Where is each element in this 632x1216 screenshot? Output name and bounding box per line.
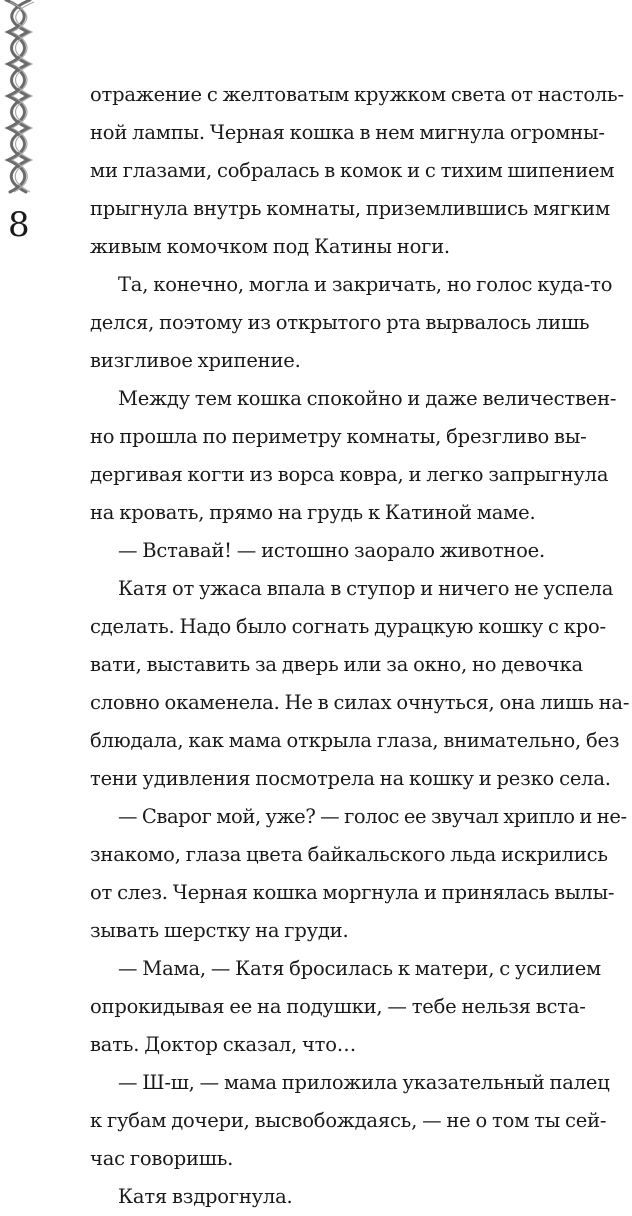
text-line: — Вставай! — истошно заорало животное. [118, 539, 545, 562]
text-line: знакомо, глаза цвета байкальского льда искрились [90, 843, 608, 866]
text-line: ной лампы. Черная кошка в нем мигнула огромны- [90, 121, 605, 144]
text-body [90, 76, 630, 1216]
text-line: опрокидывая ее на подушки, — тебе нельзя вста- [90, 995, 586, 1018]
text-line: словно окаменела. Не в силах очнуться, она лишь на- [90, 691, 630, 714]
text-line: визгливое хрипение. [90, 349, 301, 372]
text-line: отражение с желтоватым кружком света от настоль- [90, 83, 624, 106]
text-line: ми глазами, собралась в комок и с тихим шипением [90, 159, 615, 182]
text-line: — Мама, — Катя бросилась к матери, с усилием [118, 957, 602, 980]
braid-ornament-icon [0, 0, 46, 196]
text-line: Катя вздрогнула. [118, 1185, 293, 1208]
text-line: на кровать, прямо на грудь к Катиной маме. [90, 501, 536, 524]
text-line: вать. Доктор сказал, что… [90, 1033, 357, 1056]
text-line: Та, конечно, могла и закричать, но голос куда-то [118, 273, 613, 296]
text-line: вати, выставить за дверь или за окно, но девочка [90, 653, 583, 676]
text-line: от слез. Черная кошка моргнула и принялась вылы- [90, 881, 615, 904]
text-line: — Сварог мой, уже? — голос ее звучал хрипло и не- [118, 805, 627, 828]
text-line: час говоришь. [90, 1147, 234, 1170]
text-line: живым комочком под Катины ноги. [90, 235, 450, 258]
page-number: 8 [8, 205, 30, 245]
text-line: Катя от ужаса впала в ступор и ничего не успела [118, 577, 614, 600]
text-line: дергивая когти из ворса ковра, и легко запрыгнула [90, 463, 609, 486]
text-line: блюдала, как мама открыла глаза, внимательно, без [90, 729, 620, 752]
text-line: к губам дочери, высвобождаясь, — не о том ты сей- [90, 1109, 607, 1132]
text-line: прыгнула внутрь комнаты, приземлившись мягким [90, 197, 610, 220]
text-line: но прошла по периметру комнаты, брезгливо вы- [90, 425, 587, 448]
text-line: — Ш-ш, — мама приложила указательный палец [118, 1071, 610, 1094]
text-line: Между тем кошка спокойно и даже величествен- [118, 387, 617, 410]
text-line: тени удивления посмотрела на кошку и резко села. [90, 767, 611, 790]
text-line: делся, поэтому из открытого рта вырвалось лишь [90, 311, 590, 334]
text-line: сделать. Надо было согнать дурацкую кошку с кро- [90, 615, 606, 638]
text-line: зывать шерстку на груди. [90, 919, 349, 942]
